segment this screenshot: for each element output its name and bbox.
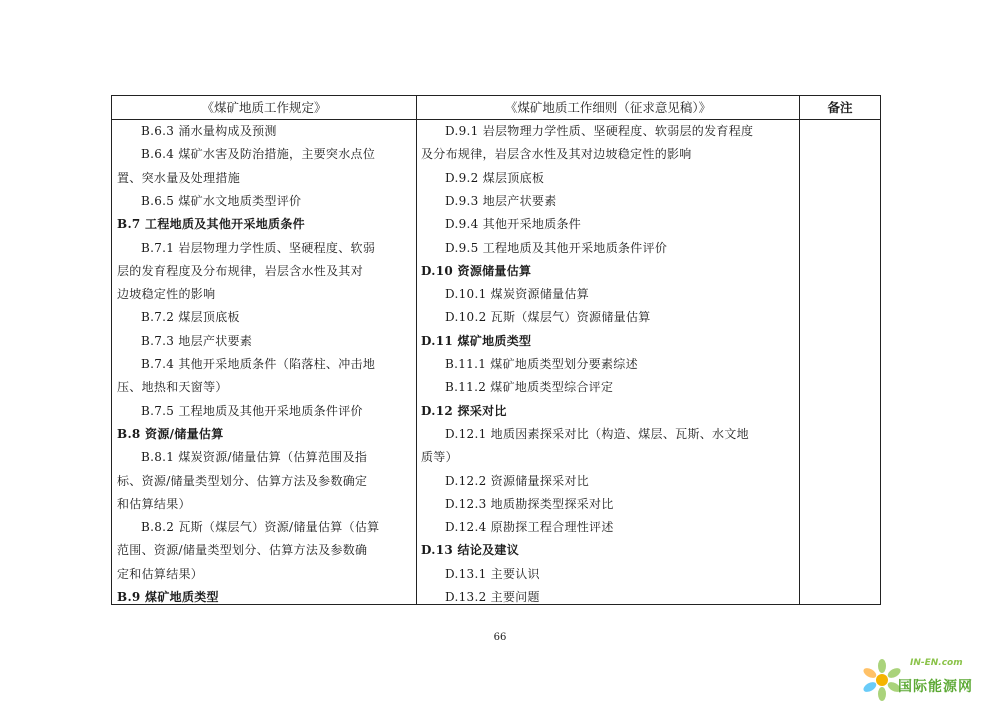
header-middle: 《煤矿地质工作细则（征求意见稿）》 bbox=[504, 100, 712, 115]
table-line: D.12.3 地质勘探类型探采对比 bbox=[445, 496, 614, 511]
table-line: B.8 资源/储量估算 bbox=[117, 426, 224, 441]
table-line: D.9.2 煤层顶底板 bbox=[445, 170, 545, 185]
table-line: 及分布规律，岩层含水性及其对边坡稳定性的影响 bbox=[421, 147, 692, 162]
table-line: D.9.5 工程地质及其他开采地质条件评价 bbox=[445, 240, 668, 255]
table-line: B.7.2 煤层顶底板 bbox=[141, 310, 240, 325]
table-line: B.7.4 其他开采地质条件（陷落柱、冲击地 bbox=[141, 357, 376, 371]
table-line: 定和估算结果） bbox=[117, 566, 204, 581]
table-line: B.11.1 煤矿地质类型划分要素综述 bbox=[445, 357, 638, 371]
comparison-table bbox=[111, 95, 881, 605]
table-line: 压、地热和天窗等） bbox=[117, 380, 228, 395]
table-line: D.12.1 地质因素探采对比（构造、煤层、瓦斯、水文地 bbox=[445, 426, 749, 441]
table-line: B.6.3 涌水量构成及预测 bbox=[141, 124, 277, 138]
table-line: B.8.2 瓦斯（煤层气）资源/储量估算（估算 bbox=[141, 520, 380, 535]
table-line: 层的发育程度及分布规律，岩层含水性及其对 bbox=[117, 263, 364, 278]
table-line: B.6.5 煤矿水文地质类型评价 bbox=[141, 193, 302, 208]
column-divider bbox=[416, 96, 417, 604]
table-line: B.9 煤矿地质类型 bbox=[117, 590, 219, 604]
table-line: B.7.3 地层产状要素 bbox=[141, 333, 253, 348]
page-number: 66 bbox=[493, 632, 507, 643]
table-line: D.9.3 地层产状要素 bbox=[445, 193, 557, 208]
table-line: D.12.2 资源储量探采对比 bbox=[445, 473, 590, 488]
table-line: B.7.1 岩层物理力学性质、坚硬程度、软弱 bbox=[141, 240, 376, 255]
header-left: 《煤矿地质工作规定》 bbox=[201, 100, 327, 115]
table-line: 标、资源/储量类型划分、估算方法及参数确定 bbox=[117, 473, 368, 488]
table-line: D.13 结论及建议 bbox=[421, 543, 520, 558]
table-line: D.10 资源储量估算 bbox=[421, 263, 532, 278]
table-line: 质等） bbox=[421, 450, 458, 465]
watermark-domain: IN-EN.com bbox=[910, 658, 963, 668]
table-line: D.11 煤矿地质类型 bbox=[421, 333, 532, 348]
table-line: B.11.2 煤矿地质类型综合评定 bbox=[445, 380, 614, 395]
watermark-logo bbox=[858, 652, 998, 706]
table-line: D.10.1 煤炭资源储量估算 bbox=[445, 287, 590, 302]
table-line: D.9.4 其他开采地质条件 bbox=[445, 217, 582, 232]
table-header bbox=[112, 96, 880, 120]
header-remarks: 备注 bbox=[827, 100, 853, 115]
table-line: D.13.2 主要问题 bbox=[445, 590, 540, 604]
table-line: 范围、资源/储量类型划分、估算方法及参数确 bbox=[117, 543, 368, 558]
table-line: D.10.2 瓦斯（煤层气）资源储量估算 bbox=[445, 310, 651, 325]
table-line: D.12 探采对比 bbox=[421, 403, 507, 418]
column-divider bbox=[799, 96, 800, 604]
table-line: B.6.4 煤矿水害及防治措施，主要突水点位 bbox=[141, 147, 376, 162]
table-line: 置、突水量及处理措施 bbox=[117, 170, 241, 185]
table-line: D.9.1 岩层物理力学性质、坚硬程度、软弱层的发育程度 bbox=[445, 124, 754, 138]
table-line: B.7.5 工程地质及其他开采地质条件评价 bbox=[141, 403, 363, 418]
table-line: B.7 工程地质及其他开采地质条件 bbox=[117, 217, 305, 232]
table-line: 边坡稳定性的影响 bbox=[117, 287, 216, 302]
table-line: D.13.1 主要认识 bbox=[445, 566, 540, 581]
table-line: B.8.1 煤炭资源/储量估算（估算范围及指 bbox=[141, 450, 368, 465]
watermark-name: 国际能源网 bbox=[898, 679, 973, 695]
table-line: 和估算结果） bbox=[117, 496, 191, 511]
table-line: D.12.4 原勘探工程合理性评述 bbox=[445, 520, 614, 535]
